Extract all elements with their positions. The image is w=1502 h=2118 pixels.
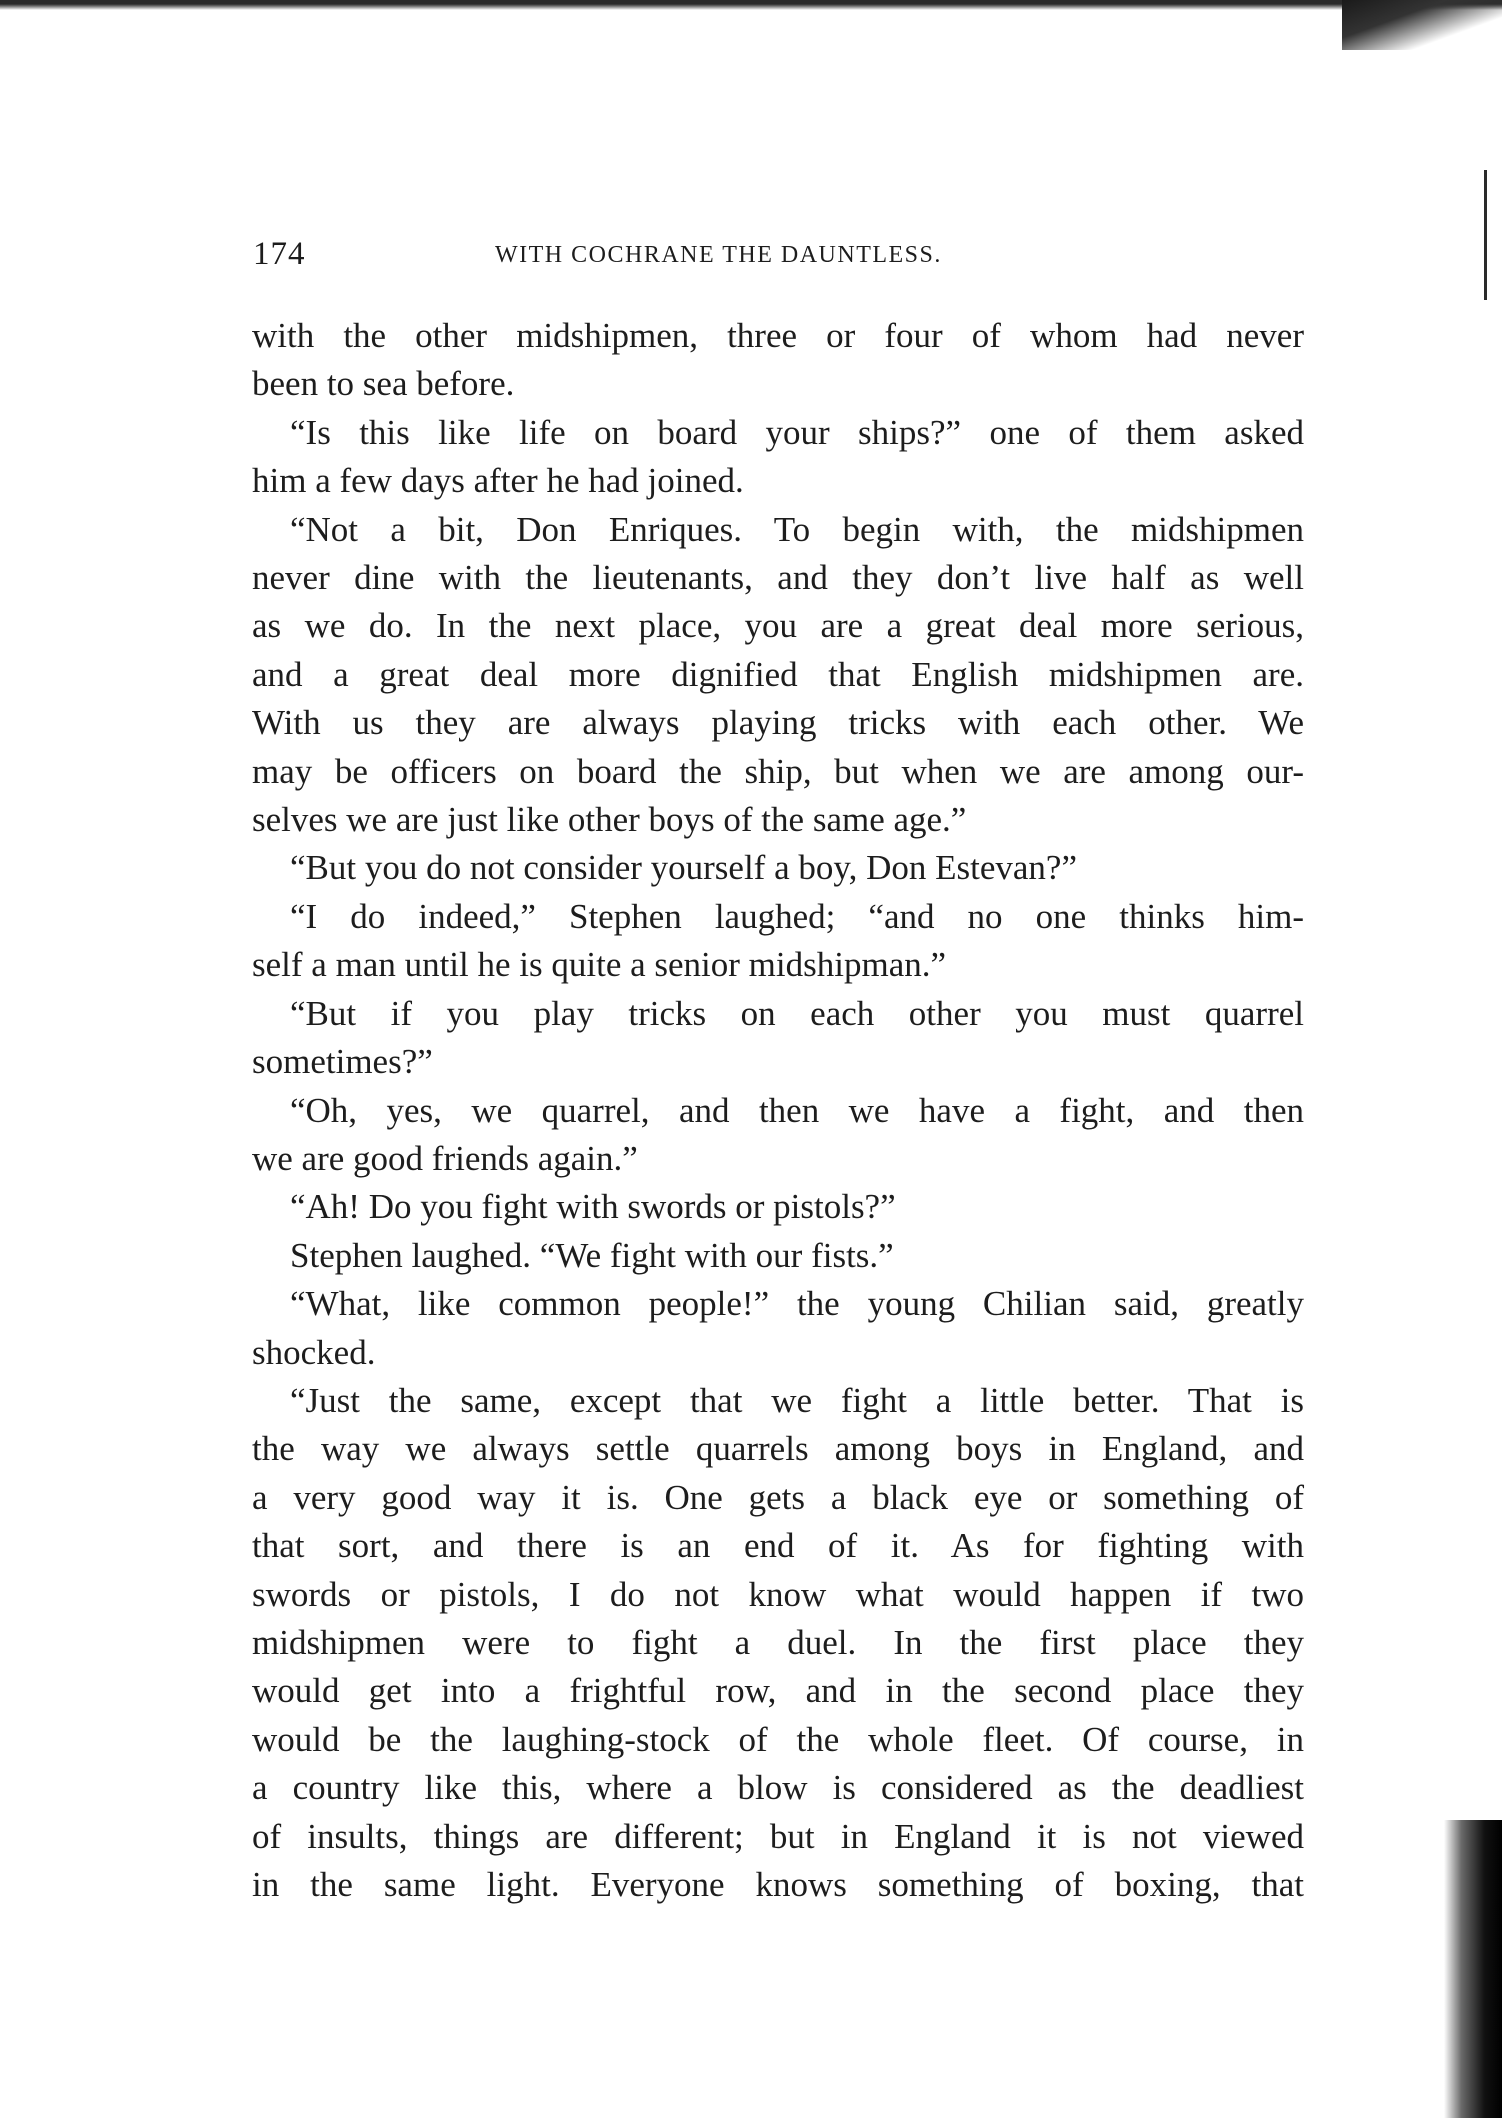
text-line: that sort, and there is an end of it. As for fighting with <box>252 1526 1304 1566</box>
text-line: would be the laughing-stock of the whole fleet. Of course, in <box>252 1719 1304 1759</box>
text-line: selves we are just like other boys of the same age.” <box>252 800 967 840</box>
text-line: “Is this like life on board your ships?” one of them asked <box>290 412 1304 452</box>
text-line: sometimes?” <box>252 1042 433 1082</box>
text-line: “Not a bit, Don Enriques. To begin with, the midshipmen <box>290 509 1304 549</box>
text-line: “But if you play tricks on each other you must quarrel <box>290 993 1304 1033</box>
text-line: With us they are always playing tricks with each other. We <box>252 703 1304 743</box>
text-line: self a man until he is quite a senior midshipman.” <box>252 945 947 985</box>
text-line: in the same light. Everyone knows something of boxing, that <box>252 1865 1304 1904</box>
text-line: we are good friends again.” <box>252 1138 638 1178</box>
text-line: would get into a frightful row, and in the second place they <box>252 1671 1304 1711</box>
page-number: 174 <box>253 236 306 272</box>
text-line: “Oh, yes, we quarrel, and then we have a fight, and then <box>290 1090 1304 1130</box>
page-header <box>253 236 1313 276</box>
text-line: “Ah! Do you fight with swords or pistols?” <box>290 1187 896 1227</box>
scan-top-edge <box>0 0 1502 10</box>
text-line: with the other midshipmen, three or four of whom had never <box>252 316 1304 355</box>
text-line: “What, like common people!” the young Chilian said, greatly <box>290 1284 1304 1324</box>
text-line: swords or pistols, I do not know what would happen if two <box>252 1574 1304 1614</box>
text-line: midshipmen were to fight a duel. In the first place they <box>252 1622 1304 1662</box>
text-line: a country like this, where a blow is considered as the deadliest <box>252 1768 1304 1808</box>
scan-shadow-bottom-right <box>1444 1820 1502 2118</box>
running-title: WITH COCHRANE THE DAUNTLESS. <box>495 242 942 268</box>
scan-mark-right <box>1484 170 1487 300</box>
text-line: “I do indeed,” Stephen laughed; “and no one thinks him- <box>290 896 1304 936</box>
text-line: the way we always settle quarrels among boys in England, and <box>252 1429 1304 1469</box>
text-line: as we do. In the next place, you are a great deal more serious, <box>252 606 1304 646</box>
text-line: “But you do not consider yourself a boy, Don Estevan?” <box>290 848 1077 888</box>
text-line: “Just the same, except that we fight a little better. That is <box>290 1380 1304 1420</box>
text-line: and a great deal more dignified that English midshipmen are. <box>252 654 1304 694</box>
text-line: of insults, things are different; but in England it is not viewed <box>252 1816 1304 1856</box>
text-line: a very good way it is. One gets a black eye or something of <box>252 1477 1304 1517</box>
text-line: Stephen laughed. “We fight with our fists.” <box>290 1235 894 1275</box>
text-line: him a few days after he had joined. <box>252 461 744 501</box>
body-text <box>252 312 1304 1909</box>
text-line: been to sea before. <box>252 364 515 404</box>
text-line: never dine with the lieutenants, and they don’t live half as well <box>252 558 1304 598</box>
text-line: may be officers on board the ship, but when we are among our- <box>252 751 1304 791</box>
text-line: shocked. <box>252 1332 376 1372</box>
scan-shadow-top-right <box>1342 0 1502 50</box>
